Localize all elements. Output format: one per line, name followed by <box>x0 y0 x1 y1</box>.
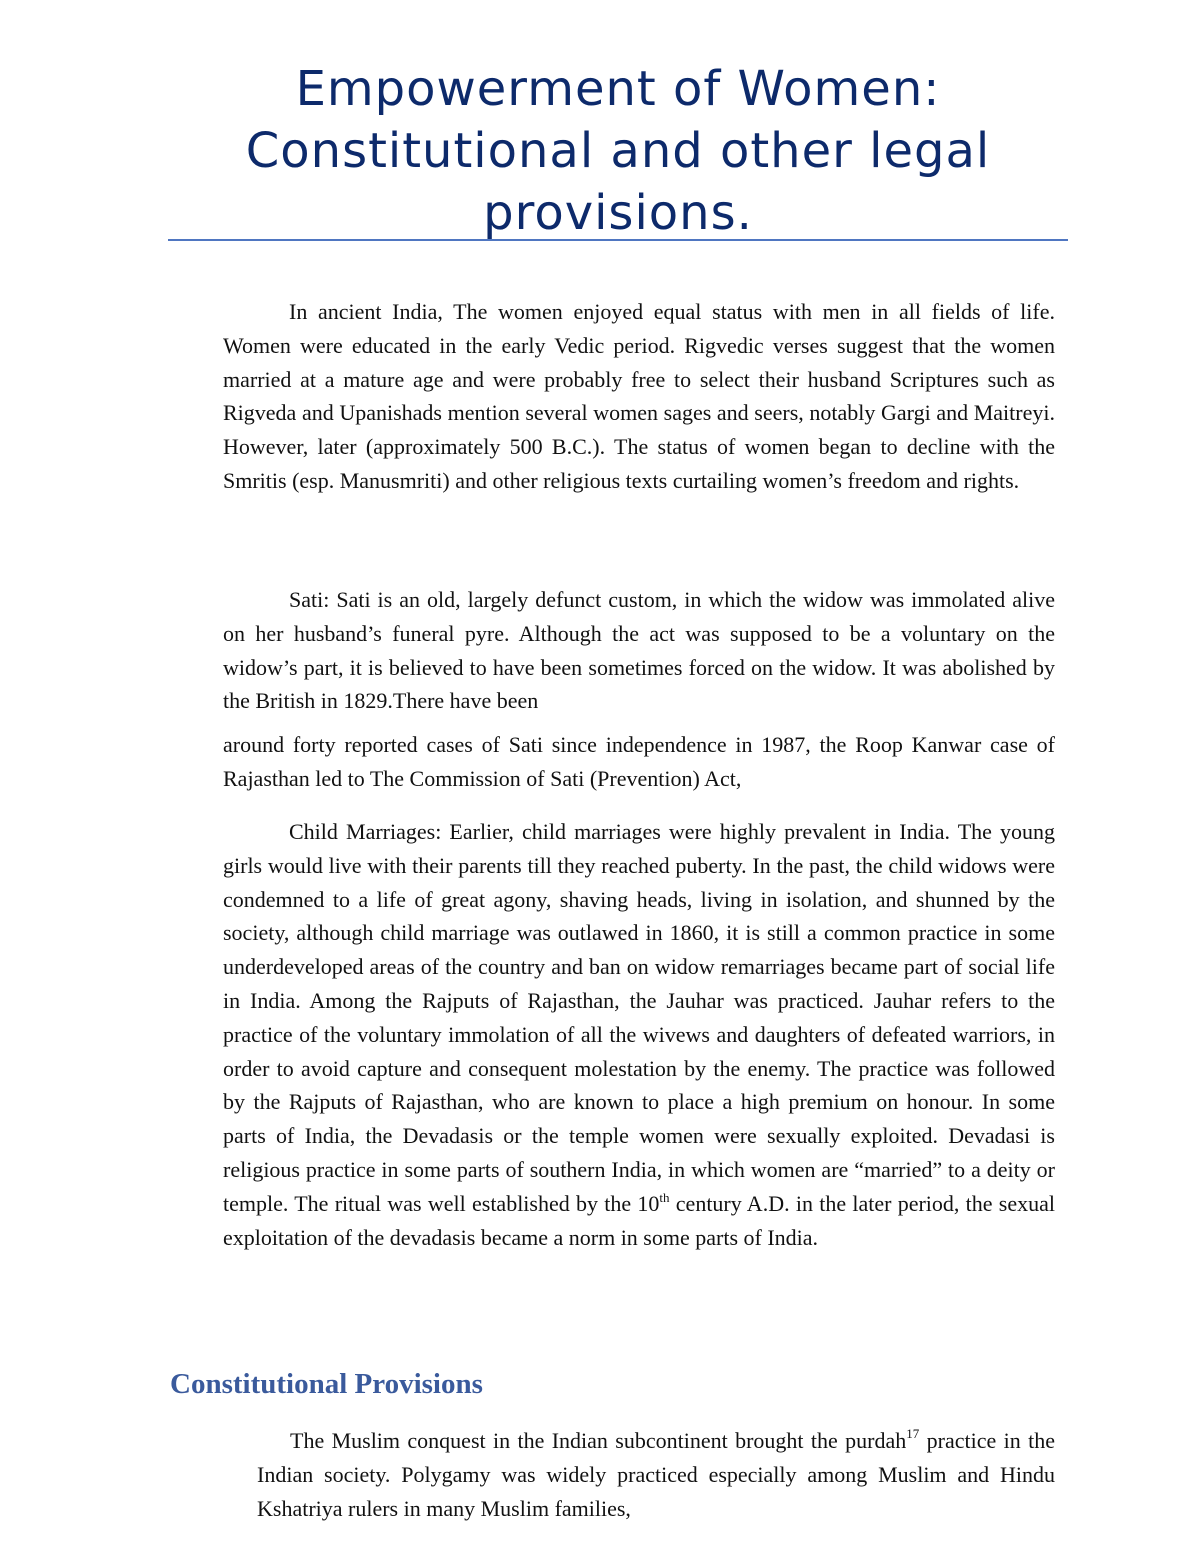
paragraph-text: around forty reported cases of Sati since independence in 1987, the Roop Kanwar case of Rajasthan led to The Commission of Sati (Prevention) Act, <box>223 732 1055 791</box>
paragraph-sati-continued <box>223 728 1055 796</box>
paragraph-text: Sati: Sati is an old, largely defunct custom, in which the widow was immolated alive on her husband’s funeral pyre. Although the act was supposed to be a voluntary on the widow’s part, it is believed to have been sometimes forced on the widow. It was abolished by the British in 1829.There have been <box>223 587 1055 714</box>
title-underline <box>168 239 1068 241</box>
paragraph-child-marriages <box>223 815 1055 1254</box>
paragraph-text: The Muslim conquest in the Indian subcontinent brought the purdah <box>290 1428 907 1453</box>
superscript-ordinal: th <box>659 1189 670 1205</box>
section-heading: Constitutional Provisions <box>170 1368 483 1400</box>
paragraph-text: practice in the Indian society. Polygamy was widely practiced especially among Muslim and Hindu Kshatriya rulers in many Muslim families, <box>257 1428 1055 1521</box>
paragraph-muslim-conquest <box>257 1424 1055 1525</box>
footnote-reference: 17 <box>906 1426 920 1441</box>
paragraph-text: century A.D. in the later period, the sexual exploitation of the devadasis became a norm in some parts of India. <box>223 1190 1055 1250</box>
paragraph-text: In ancient India, The women enjoyed equal status with men in all fields of life. Women were educated in the early Vedic period. Rigvedic verses suggest that the women married at a mature age and were probably free to select their husband Scriptures such as Rigveda and Upanishads mention several women sages and seers, notably Gargi and Maitreyi. However, later (approximately 500 B.C.). The status of women began to decline with the Smritis (esp. Manusmriti) and other religious texts curtailing women’s freedom and rights. <box>223 299 1055 493</box>
paragraph-text: Child Marriages: Earlier, child marriages were highly prevalent in India. The young girls would live with their parents till they reached puberty. In the past, the child widows were condemned to a life of great agony, shaving heads, living in isolation, and shunned by the society, although child marriage was outlawed in 1860, it is still a common practice in some underdeveloped areas of the country and ban on widow remarriages became part of social life in India. Among the Rajputs of Rajasthan, the Jauhar was practiced. Jauhar refers to the practice of the voluntary immolation of all the wivews and daughters of defeated warriors, in order to avoid capture and consequent molestation by the enemy. The practice was followed by the Rajputs of Rajasthan, who are known to place a high premium on honour. In some parts of India, the Devadasis or the temple women were sexually exploited. Devadasi is religious practice in some parts of southern India, in which women are “married” to a deity or temple. The ritual was well established by the 10 <box>223 819 1055 1216</box>
paragraph-sati <box>223 583 1055 718</box>
document-title: Empowerment of Women: Constitutional and other legal provisions. <box>245 61 991 241</box>
paragraph-ancient-india <box>223 295 1055 498</box>
